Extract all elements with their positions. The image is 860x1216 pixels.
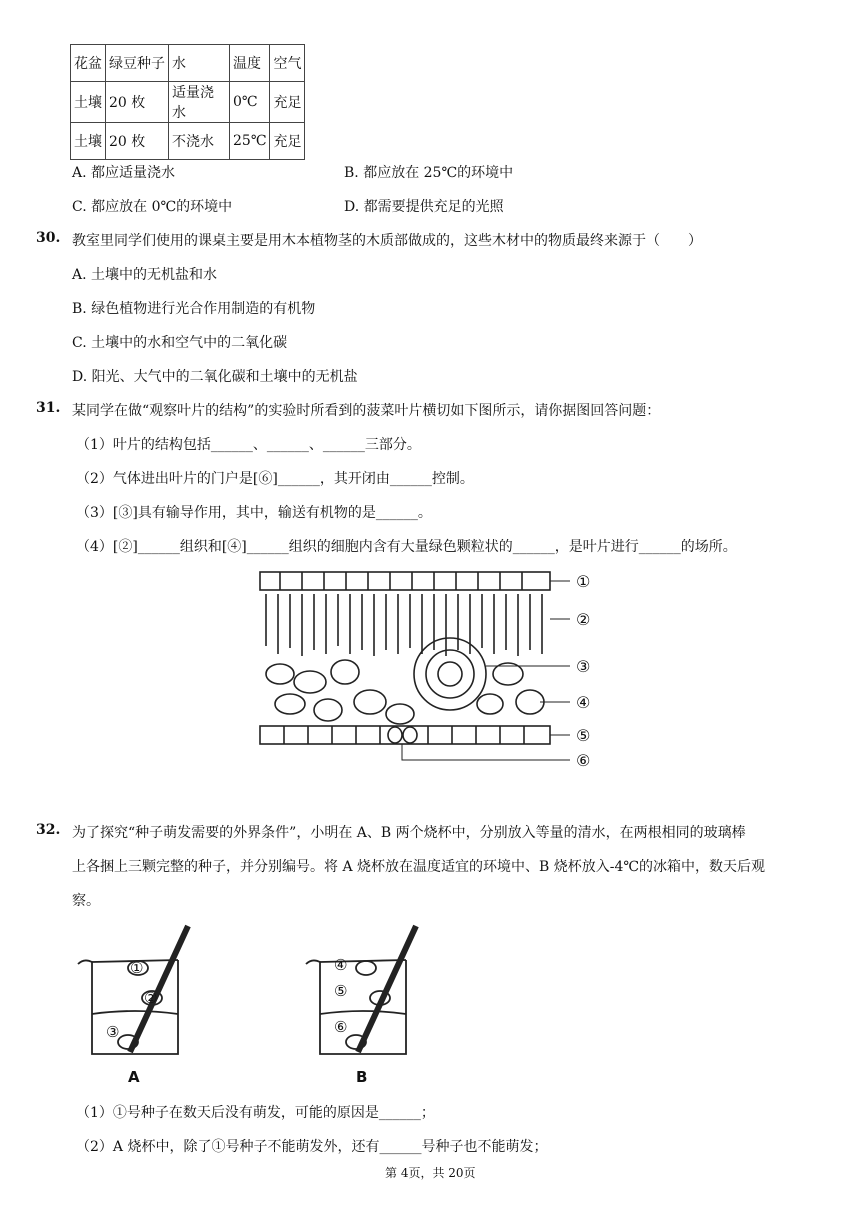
- q32-sub1: （1）①号种子在数天后没有萌发，可能的原因是______；: [76, 1105, 435, 1121]
- table-cell: 0℃: [230, 82, 270, 123]
- label-2: ②: [576, 610, 591, 629]
- table-row: [71, 82, 305, 123]
- q30-stem: 教室里同学们使用的课桌主要是用木本植物茎的木质部做成的，这些木材中的物质最终来源于（ ）: [72, 233, 702, 249]
- beaker-b-label: B: [356, 1068, 368, 1086]
- q31-sub3: （3）[③]具有输导作用，其中，输送有机物的是______。: [76, 505, 432, 521]
- table-cell: 20 枚: [106, 82, 169, 123]
- q29-option-a: A. 都应适量浇水: [72, 165, 176, 181]
- seed-5-label: ⑤: [334, 982, 348, 1000]
- table-cell: 充足: [270, 123, 305, 160]
- q29-option-b: B. 都应放在 25℃的环境中: [344, 165, 514, 181]
- label-5: ⑤: [576, 726, 591, 745]
- table-header-cell: 温度: [230, 45, 270, 82]
- label-3: ③: [576, 657, 591, 676]
- table-header-cell: 水: [169, 45, 230, 82]
- q31-number: 31.: [36, 400, 61, 416]
- q31-sub1: （1）叶片的结构包括______、______、______三部分。: [76, 437, 421, 453]
- q30-option-b: B. 绿色植物进行光合作用制造的有机物: [72, 301, 316, 317]
- table-cell: 20 枚: [106, 123, 169, 160]
- q32-line1: 为了探究“种子萌发需要的外界条件”，小明在 A、B 两个烧杯中，分别放入等量的清水，在两根相同的玻璃棒: [72, 825, 746, 841]
- q32-line2: 上各捆上三颗完整的种子，并分别编号。将 A 烧杯放在温度适宜的环境中、B 烧杯放入-4℃的冰箱中，数天后观: [72, 859, 766, 875]
- q30-option-a: A. 土壤中的无机盐和水: [72, 267, 218, 283]
- seed-4-label: ④: [334, 956, 348, 974]
- seed-1-label: ①: [130, 959, 144, 977]
- table-header-cell: 空气: [270, 45, 305, 82]
- beaker-b-diagram: [298, 922, 428, 1088]
- q30-option-c: C. 土壤中的水和空气中的二氧化碳: [72, 335, 288, 351]
- label-1: ①: [576, 572, 591, 591]
- q31-stem: 某同学在做“观察叶片的结构”的实验时所看到的菠菜叶片横切如下图所示，请你据图回答问题：: [72, 403, 661, 419]
- q31-sub4: （4）[②]______组织和[④]______组织的细胞内含有大量绿色颗粒状的______，是叶片进行______的场所。: [76, 539, 737, 555]
- table-row: [71, 123, 305, 160]
- experiment-table: [70, 44, 305, 160]
- table-cell: 25℃: [230, 123, 270, 160]
- table-cell: 土壤: [71, 82, 106, 123]
- label-6: ⑥: [576, 751, 591, 770]
- beaker-a-diagram: [70, 922, 200, 1088]
- table-header-cell: 花盆: [71, 45, 106, 82]
- table-cell: 充足: [270, 82, 305, 123]
- q32-line3: 察。: [72, 893, 100, 909]
- q30-number: 30.: [36, 230, 61, 246]
- table-cell: 适量浇水: [169, 82, 230, 123]
- table-cell: 不浇水: [169, 123, 230, 160]
- page-footer: 第 4页，共 20页: [385, 1166, 476, 1180]
- q32-number: 32.: [36, 822, 61, 838]
- table-header-cell: 绿豆种子: [106, 45, 169, 82]
- q29-option-c: C. 都应放在 0℃的环境中: [72, 199, 233, 215]
- leaf-cross-section-diagram: [250, 564, 620, 784]
- table-header-row: [71, 45, 305, 82]
- table-cell: 土壤: [71, 123, 106, 160]
- seed-3-label: ③: [106, 1023, 120, 1041]
- q31-sub2: （2）气体进出叶片的门户是[⑥]______，其开闭由______控制。: [76, 471, 474, 487]
- q29-option-d: D. 都需要提供充足的光照: [344, 199, 504, 215]
- q32-sub2: （2）A 烧杯中，除了①号种子不能萌发外，还有______号种子也不能萌发；: [76, 1139, 548, 1155]
- beaker-a-label: A: [128, 1068, 140, 1086]
- seed-2-label: ②: [144, 989, 158, 1007]
- q30-option-d: D. 阳光、大气中的二氧化碳和土壤中的无机盐: [72, 369, 358, 385]
- label-4: ④: [576, 693, 591, 712]
- seed-6-label: ⑥: [334, 1018, 348, 1036]
